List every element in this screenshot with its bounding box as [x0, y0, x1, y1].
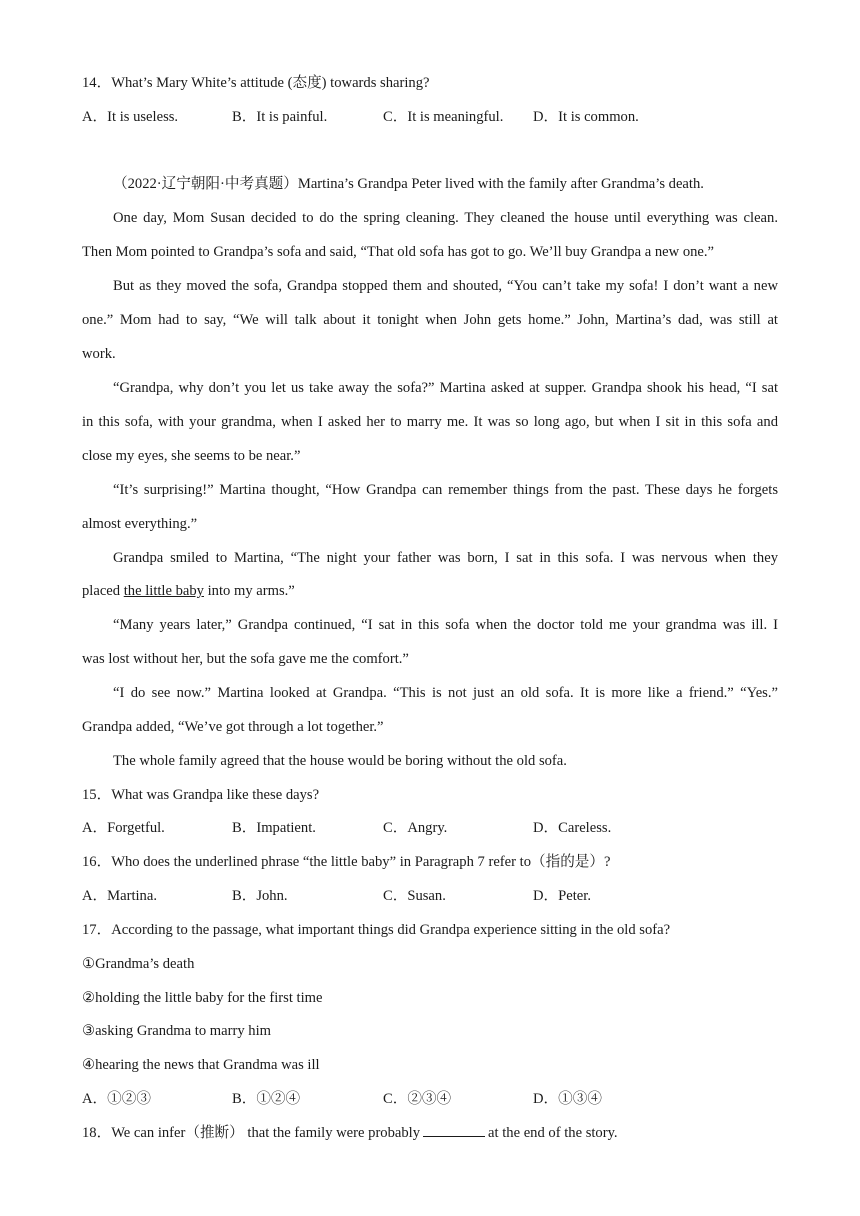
option-d: D．①③④: [533, 1091, 602, 1107]
question-17-item: ①Grandma’s death: [82, 956, 195, 972]
passage-line: “Grandpa, why don’t you let us take away the sofa?” Martina asked at supper. Grandpa shook his head, “I sat: [113, 380, 778, 396]
passage-line: Grandpa added, “We’ve got through a lot together.”: [82, 719, 384, 735]
question-14-stem: 14．What’s Mary White’s attitude (态度) towards sharing?: [82, 75, 430, 91]
passage-line: in this sofa, with your grandma, when I asked her to marry me. It was so long ago, but when I sit in this sofa and: [82, 414, 778, 430]
question-18-text: 18．We can infer（推断） that the family were probably: [82, 1125, 421, 1141]
passage-line: The whole family agreed that the house would be boring without the old sofa.: [113, 753, 567, 769]
option-a: A．①②③: [82, 1091, 151, 1107]
option-d: D．Peter.: [533, 888, 591, 904]
question-17-item: ④hearing the news that Grandma was ill: [82, 1057, 320, 1073]
option-a: A．It is useless.: [82, 109, 179, 125]
option-b: B．It is painful.: [232, 109, 328, 125]
passage-line: “It’s surprising!” Martina thought, “How Grandpa can remember things from the past. These days he forgets: [113, 482, 778, 498]
answer-blank: [423, 1123, 485, 1137]
question-15-stem: 15．What was Grandpa like these days?: [82, 787, 320, 803]
passage-line: one.” Mom had to say, “We will talk about it tonight when John gets home.” John, Martina’s dad, was still at: [82, 312, 778, 328]
passage-line: [82, 581, 778, 601]
option-d: D．Careless.: [533, 820, 612, 836]
option-c: C．It is meaningful.: [383, 109, 504, 125]
option-a: A．Forgetful.: [82, 820, 165, 836]
passage-line: Grandpa smiled to Martina, “The night your father was born, I sat in this sofa. I was nervous when they: [113, 550, 778, 566]
passage-line: was lost without her, but the sofa gave me the comfort.”: [82, 651, 409, 667]
option-a: A．Martina.: [82, 888, 157, 904]
option-c: C．Angry.: [383, 820, 448, 836]
question-17-stem: 17．According to the passage, what important things did Grandpa experience sitting in the old sofa?: [82, 922, 671, 938]
question-17-options: [82, 1089, 778, 1109]
passage-text: into my arms.”: [203, 583, 295, 599]
passage-line: “Many years later,” Grandpa continued, “I sat in this sofa when the doctor told me your grandma was ill. I: [113, 617, 778, 633]
option-d: D．It is common.: [533, 109, 639, 125]
passage-line: Then Mom pointed to Grandpa’s sofa and said, “That old sofa has got to go. We’ll buy Grandpa a new one.”: [82, 244, 715, 260]
passage-intro: （2022·辽宁朝阳·中考真题）Martina’s Grandpa Peter lived with the family after Grandma’s death.: [113, 176, 704, 192]
question-14-options: [82, 107, 778, 127]
option-c: C．Susan.: [383, 888, 446, 904]
passage-text: placed: [82, 583, 124, 599]
question-18-stem: [82, 1123, 778, 1143]
passage-line: work.: [82, 346, 116, 362]
passage-line: One day, Mom Susan decided to do the spring cleaning. They cleaned the house until everything was clean.: [113, 210, 778, 226]
option-b: B．John.: [232, 888, 288, 904]
question-15-options: [82, 818, 778, 838]
question-18-text: at the end of the story.: [488, 1125, 618, 1141]
question-16-options: [82, 886, 778, 906]
passage-line: close my eyes, she seems to be near.”: [82, 448, 301, 464]
option-b: B．①②④: [232, 1091, 301, 1107]
question-17-item: ②holding the little baby for the first time: [82, 990, 323, 1006]
question-16-stem: 16．Who does the underlined phrase “the little baby” in Paragraph 7 refer to（指的是）?: [82, 854, 611, 870]
passage-line: “I do see now.” Martina looked at Grandpa. “This is not just an old sofa. It is more like a friend.” “Yes.”: [113, 685, 778, 701]
option-c: C．②③④: [383, 1091, 452, 1107]
question-17-item: ③asking Grandma to marry him: [82, 1023, 271, 1039]
passage-line: But as they moved the sofa, Grandpa stopped them and shouted, “You can’t take my sofa! I don’t want a new: [113, 278, 778, 294]
passage-line: almost everything.”: [82, 516, 198, 532]
underlined-phrase: the little baby: [123, 583, 204, 599]
option-b: B．Impatient.: [232, 820, 316, 836]
